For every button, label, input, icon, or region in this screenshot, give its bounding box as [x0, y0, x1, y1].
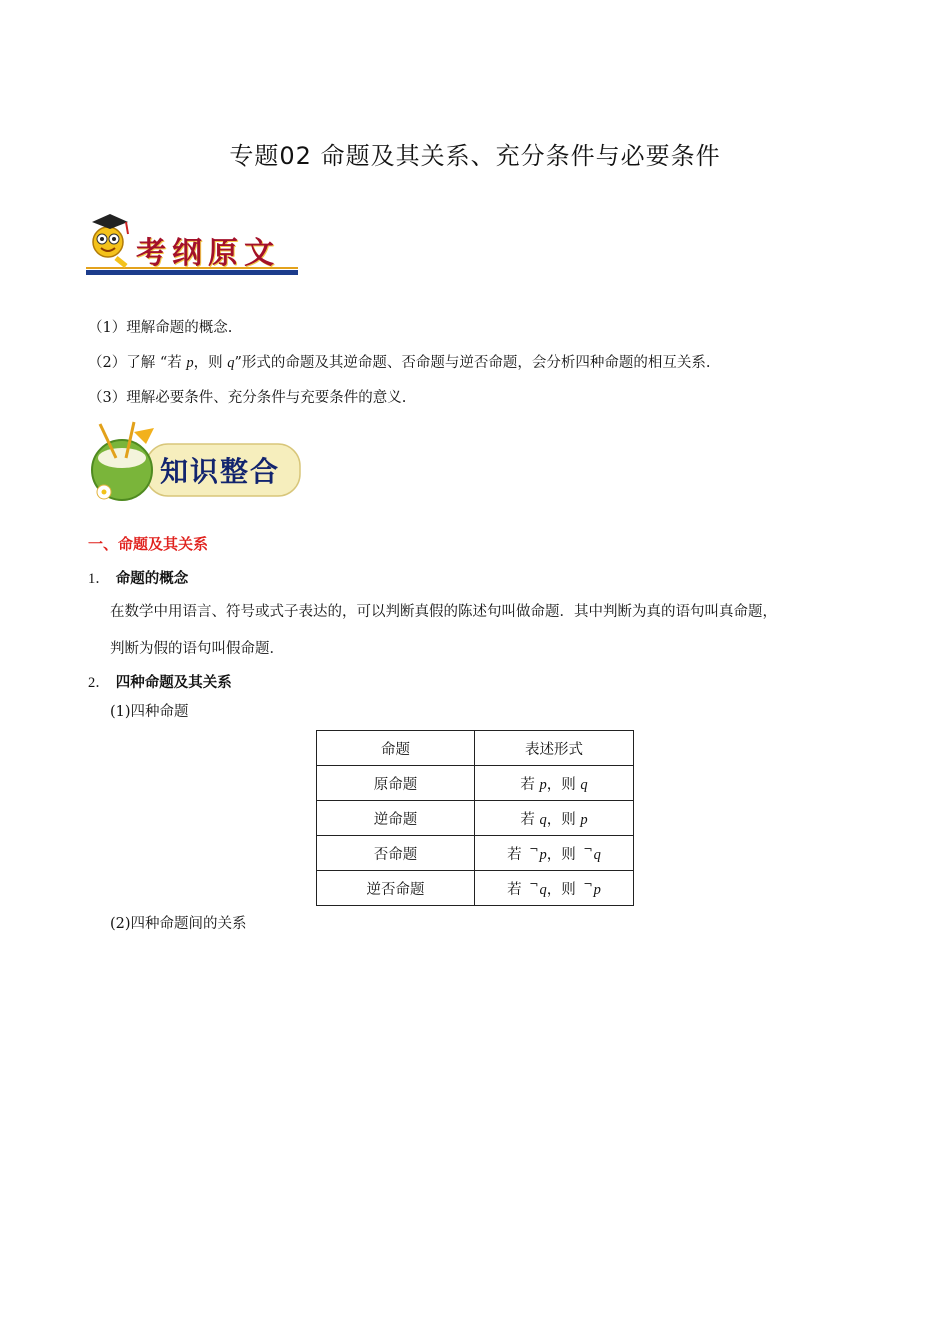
table-row — [317, 836, 634, 871]
table-header: 命题 — [317, 731, 475, 766]
proposition-form: 若 p，则 q — [475, 766, 634, 801]
section-heading: 一、命题及其关系 — [88, 535, 209, 553]
table-row — [317, 801, 634, 836]
subsection-heading: 1． 命题的概念 — [88, 571, 189, 587]
knowledge-banner-text: 知识整合 — [160, 455, 281, 488]
proposition-form: 若 q，则 p — [475, 801, 634, 836]
proposition-name: 逆命题 — [317, 801, 475, 836]
table-header-row — [317, 731, 634, 766]
sub-heading: (1)四种命题 — [110, 704, 189, 720]
proposition-name: 原命题 — [317, 766, 475, 801]
table-row — [317, 871, 634, 906]
proposition-name: 逆否命题 — [317, 871, 475, 906]
paragraph-line: 在数学中用语言、符号或式子表达的，可以判断真假的陈述句叫做命题．其中判断为真的语句叫真命题， — [110, 604, 777, 620]
table-header: 表述形式 — [475, 731, 634, 766]
outline-item: （3）理解必要条件、充分条件与充要条件的意义. — [88, 390, 407, 406]
proposition-name: 否命题 — [317, 836, 475, 871]
sub-heading: (2)四种命题间的关系 — [110, 916, 247, 932]
page-title: 专题02 命题及其关系、充分条件与必要条件 — [229, 142, 721, 170]
outline-banner-text: 考纲原文 — [136, 236, 280, 271]
four-propositions-table — [316, 730, 634, 906]
outline-item: （1）理解命题的概念. — [88, 320, 233, 336]
outline-banner — [86, 208, 300, 278]
table-row — [317, 766, 634, 801]
subsection-heading: 2． 四种命题及其关系 — [88, 675, 232, 691]
proposition-form: 若 ¬q，则 ¬p — [475, 871, 634, 906]
paragraph-line: 判断为假的语句叫假命题． — [110, 641, 284, 657]
proposition-form: 若 ¬p，则 ¬q — [475, 836, 634, 871]
outline-item: （2）了解 “若 p，则 q”形式的命题及其逆命题、否命题与逆否命题，会分析四种命题的相互关系. — [88, 355, 711, 371]
knowledge-banner — [86, 418, 304, 506]
